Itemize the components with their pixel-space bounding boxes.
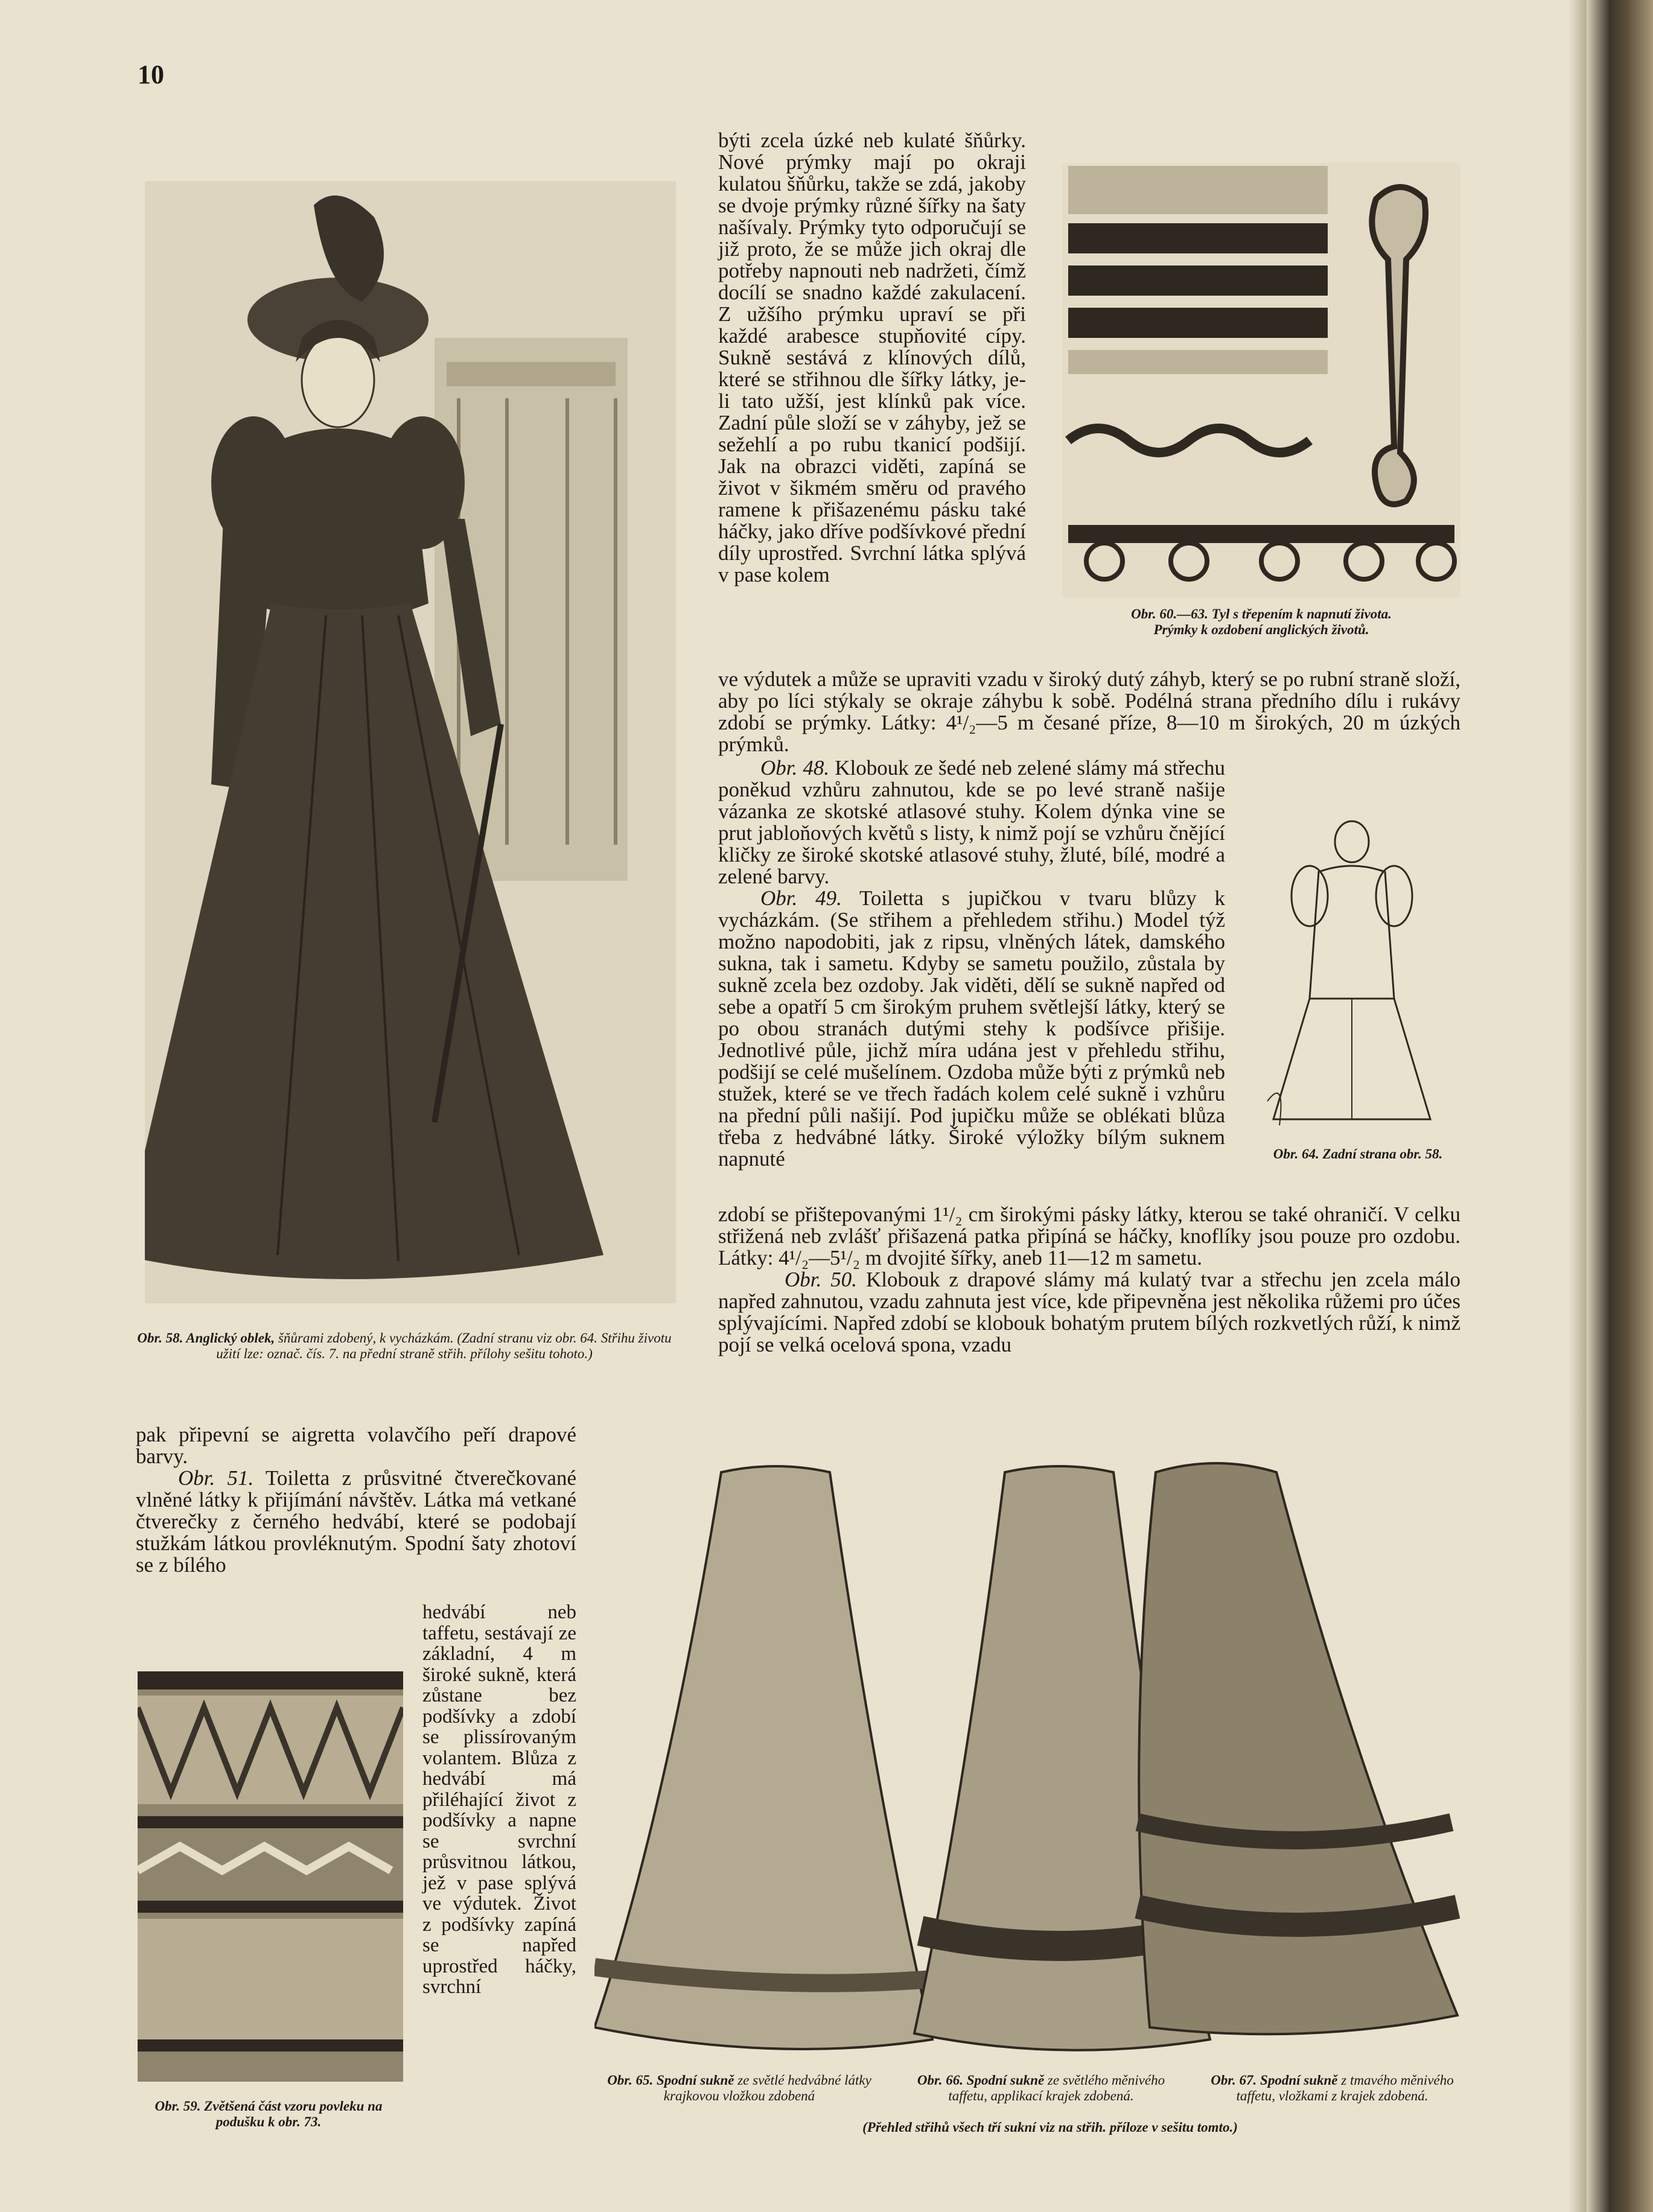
figure-67-caption [1198, 2073, 1467, 2104]
paragraph-obr-51: Obr. 51. Toiletta z průsvitné čtverečkované vlněné látky k přijímání návštěv. Látka má vetkané čtverečky z černého hedvábí, které se podobají stužkám látkou provléknutým. Spodní šaty zhotoví se z bílého [136, 1466, 576, 1577]
text-block-b [718, 669, 1460, 755]
paragraph-obr-49: Obr. 49. Toiletta s jupičkou v tvaru blůzy k vycházkám. (Se střihem a přehledem střihu.) Model týž možno napodobiti, jak z ripsu, vlněných látek, damského sukna, tak i sametu. Kdyby se sametu použilo, zůstala by sukně zcela bez ozdoby. Jak viděti, dělí se sukně napřed od sebe a opatří 5 cm širokým pruhem světlejší látky, který se po obou stranách dutými stehy k podšívce přišije. Jednotlivé půle, jichž míra udána jest v přehledu střihu, podšijí se celé mušelínem. Ozdoba může býti z prýmků neb stužek, které se ve třech řadách kolem celé sukně i vzhůru na přední půli našijí. Pod jupičku může se oblékati blůza třeba z hedvábné látky. Široké výložky bílým suknem napnuté [718, 886, 1225, 1171]
woman-dress-drawing [145, 181, 676, 1303]
figure-60-63-caption-text: Prýmky k ozdobení anglických životů. [1153, 622, 1369, 637]
figures-65-67-petticoats [594, 1448, 1463, 2064]
figure-60-63-caption [1050, 606, 1473, 638]
text-column-f [422, 1602, 576, 1998]
figure-60-63-trims [1062, 163, 1460, 597]
figure-58-caption-text: šňůrami zdobený, k vycházkám. (Zadní stranu viz obr. 64. Střihu životu užití lze: označ. čís. 7. na přední straně střih. přílohy sešitu tohoto.) [216, 1330, 672, 1361]
figure-60-63-caption-title: Obr. 60.—63. Tyl s třepením k napnutí života. [1131, 606, 1392, 621]
figure-65-caption [594, 2073, 884, 2104]
figure-58-caption-title: Obr. 58. Anglický oblek, [137, 1330, 275, 1346]
figure-58-illustration [145, 181, 676, 1303]
page-number: 10 [138, 60, 164, 89]
figure-67-caption-title: Obr. 67. Spodní sukně [1211, 2073, 1338, 2088]
trims-drawing [1062, 163, 1460, 597]
paragraph-skirt-fold: ve výdutek a může se upraviti vzadu v široký dutý záhyb, který se po rubní straně složí, aby po líci stýkaly se okraje záhybu k sobě. Podélná strana předního dílu i rukávy zdobí se prýmky. Látky: 4¹/₂—5 m česané příze, 8—10 m širokých, 20 m úzkých prýmků. [718, 667, 1460, 756]
figure-58-caption [133, 1330, 676, 1362]
figure-65-caption-text: ze světlé hedvábné látky krajkovou vložkou zdobená [663, 2073, 871, 2103]
paragraph-trims: býti zcela úzké neb kulaté šňůrky. Nové prýmky mají po okraji kulatou šňůrku, takže se zdá, jakoby se dvoje prýmky různé šířky na šaty našívaly. Prýmky tyto odporučují se již proto, že se může jich okraj dle potřeby napnouti neb nadržeti, čímž docílí se snadno každé zakulacení. Z užšího prýmku upraví se při každé arabesce stupňovité cípy. Sukně sestává z klínových dílů, které se střihnou dle šířky látky, je-li tato užší, jest klínků pak více. Zadní půle složí se v záhyby, jež se sežehlí a po rubu tkanicí podšijí. Jak na obrazci viděti, zapíná se život v šikmém směru od pravého ramene k přišazenému pásku také háčky, jako dříve podšívkové přední díly uprostřed. Svrchní látka splývá v pase kolem [718, 129, 1026, 586]
binding-edge [1587, 0, 1653, 2212]
page-gutter [1569, 0, 1587, 2212]
figure-59-lace-pattern [138, 1671, 403, 2082]
figure-67-caption-text: z tmavého měnivého taffetu, vložkami z krajek zdobená. [1236, 2073, 1454, 2103]
dress-back-drawing [1261, 818, 1442, 1131]
paragraph-obr-48: Obr. 48. Klobouk ze šedé neb zelené slámy má střechu poněkud vzhůru zahnutou, kde se po levé straně našije vázanka ze skotské atlasové stuhy. Kolem dýnka vine se prut jabloňových květů s listy, k nimž pojí se vzhůru čnějící kličky ze široké skotské atlasové stuhy, žluté, bílé, modré a zelené barvy. [718, 756, 1226, 888]
petticoats-pattern-note: (Přehled střihů všech tří sukní viz na střih. příloze v sešitu tomto.) [862, 2120, 1238, 2135]
figure-64-caption: Obr. 64. Zadní strana obr. 58. [1273, 1146, 1443, 1162]
figure-66-caption [899, 2073, 1183, 2104]
text-block-d [718, 1204, 1460, 1356]
text-column-e [136, 1424, 576, 1576]
figure-59-caption: Obr. 59. Zvětšená část vzoru povleku na podušku k obr. 73. [154, 2099, 383, 2129]
figure-65-caption-title: Obr. 65. Spodní sukně [607, 2073, 734, 2088]
text-column-c [718, 757, 1225, 1170]
figure-66-caption-title: Obr. 66. Spodní sukně [917, 2073, 1045, 2088]
paragraph-obr-51-narrow: hedvábí neb taffetu, sestávají ze základní, 4 m široké sukně, která zůstane bez podšívky a zdobí se plissírovaným volantem. Blůza z hedvábí má přiléhající život z podšívky a napne se svrchní průsvitnou látkou, jež v pase splývá ve výdutek. Život z podšívky zapíná se napřed uprostřed háčky, svrchní [422, 1601, 576, 1998]
paragraph-obr-49-continued: zdobí se přištepovanými 1¹/₂ cm širokými pásky látky, kterou se také ohraničí. V celku střižená neb zvlášť přišazená patka připíná se háčky, knoflíky jsou pouze pro ozdobu. Látky: 4¹/₂—5¹/₂ m dvojité šířky, aneb 11—12 m sametu. [718, 1203, 1460, 1270]
petticoats-drawing [594, 1448, 1463, 2064]
paragraph-obr-50: Obr. 50. Klobouk z drapové slámy má kulatý tvar a střechu jen zcela málo napřed zahnutou, vzadu zahnuta jest více, kde připevněna jest několika růžemi pro účes splývajícími. Napřed zdobí se klobouk bohatým prutem bílých rozkvetlých růží, k nimž pojí se velká ocelová spona, vzadu [718, 1268, 1460, 1356]
lace-drawing [138, 1671, 403, 2082]
paragraph-obr-50-continued: pak připevní se aigretta volavčího peří drapové barvy. [136, 1423, 576, 1468]
text-column-a [718, 130, 1026, 586]
figure-64-back-view [1261, 818, 1442, 1131]
figure-66-caption-text: ze světlého měnivého taffetu, applikací krajek zdobená. [948, 2073, 1165, 2103]
